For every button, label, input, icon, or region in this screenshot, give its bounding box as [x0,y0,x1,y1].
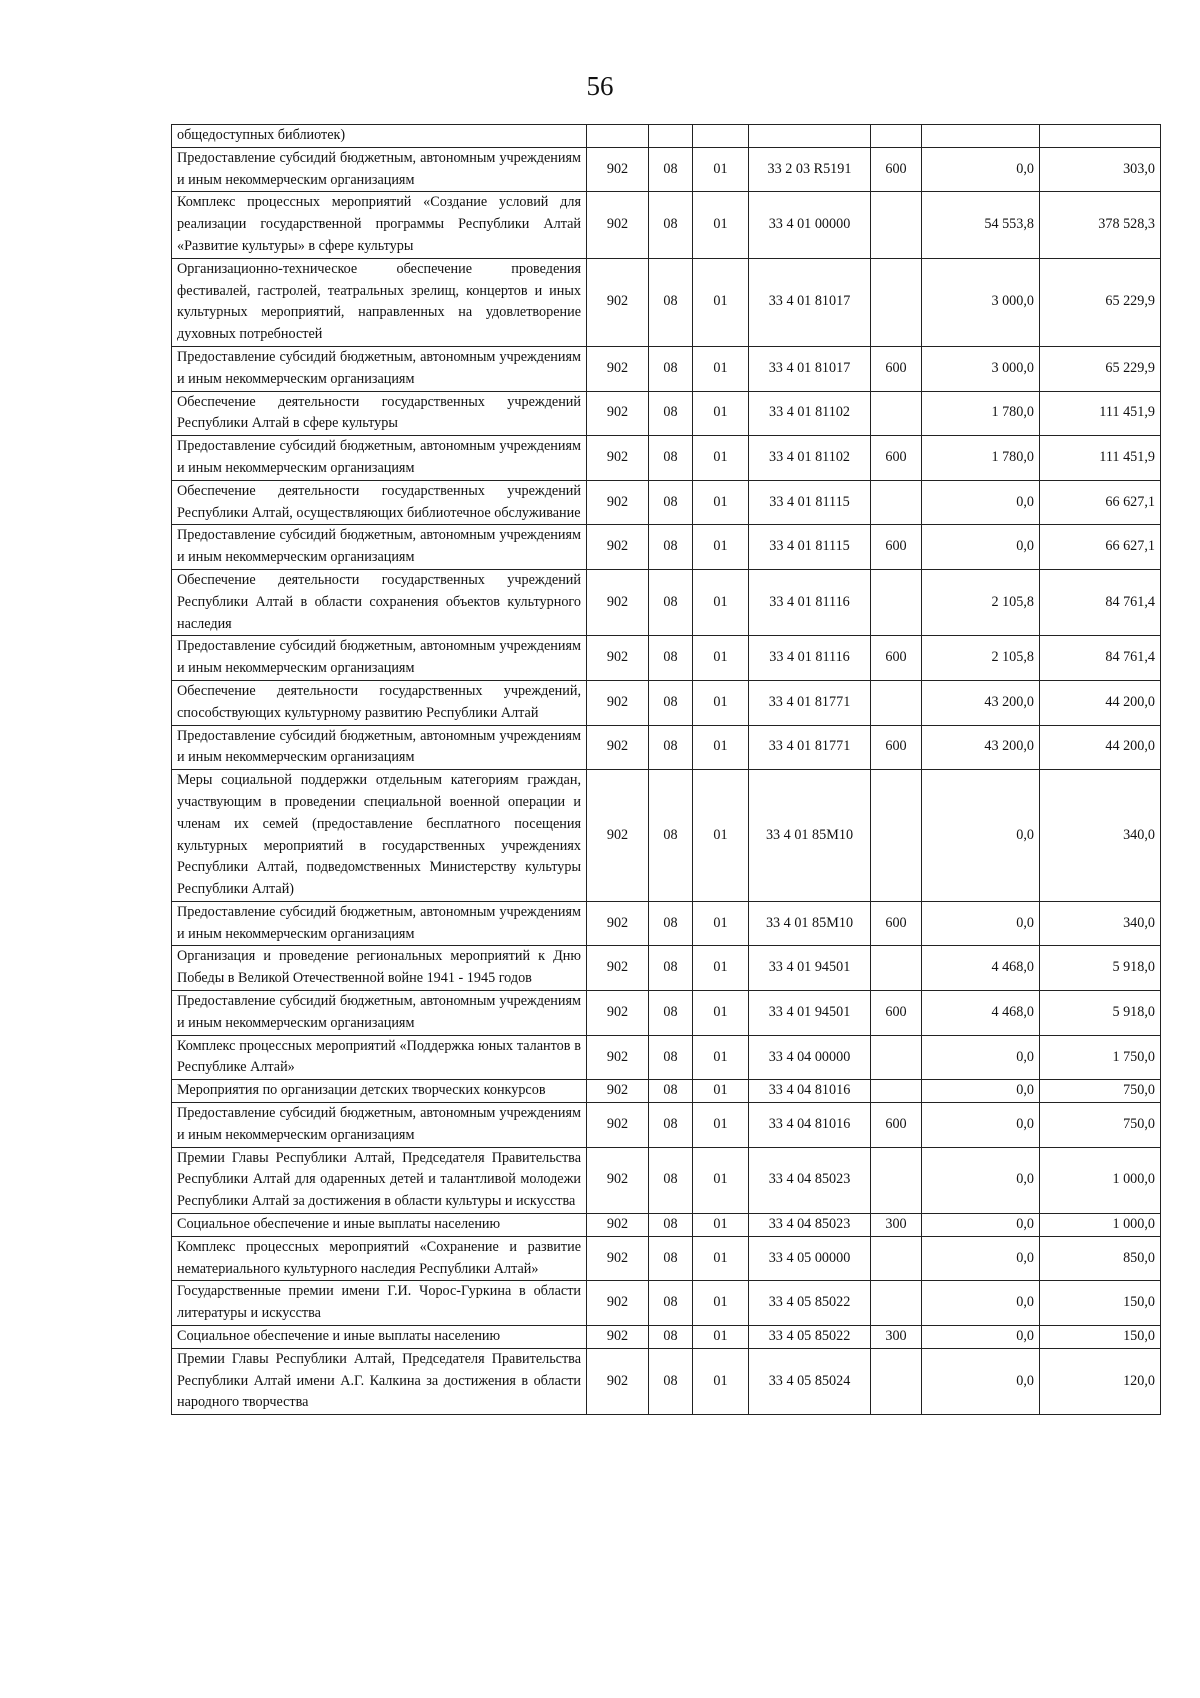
budget-table [171,124,1161,1415]
section-code: 08 [649,569,693,635]
expense-kind-code [871,125,922,148]
section-code: 08 [649,346,693,391]
target-article-code: 33 4 04 81016 [749,1103,871,1148]
table-row [172,770,1161,902]
admin-code: 902 [587,680,649,725]
row-name: Обеспечение деятельности государственных учреждений, способствующих культурному развитию Республики Алтай [172,680,587,725]
table-row [172,436,1161,481]
row-name: Предоставление субсидий бюджетным, автономным учреждениям и иным некоммерческим организациям [172,346,587,391]
amount-second: 150,0 [1040,1281,1161,1326]
amount-first: 3 000,0 [922,346,1040,391]
section-code: 08 [649,725,693,770]
subsection-code: 01 [693,525,749,570]
target-article-code: 33 4 01 81116 [749,636,871,681]
table-row [172,636,1161,681]
target-article-code: 33 4 01 81017 [749,346,871,391]
amount-second: 850,0 [1040,1236,1161,1281]
admin-code: 902 [587,1103,649,1148]
row-name: Предоставление субсидий бюджетным, автономным учреждениям и иным некоммерческим организациям [172,147,587,192]
target-article-code: 33 4 05 00000 [749,1236,871,1281]
amount-second: 378 528,3 [1040,192,1161,258]
subsection-code: 01 [693,725,749,770]
expense-kind-code [871,258,922,346]
amount-second: 66 627,1 [1040,525,1161,570]
amount-second: 5 918,0 [1040,946,1161,991]
expense-kind-code: 600 [871,346,922,391]
row-name: Обеспечение деятельности государственных учреждений Республики Алтай, осуществляющих библиотечное обслуживание [172,480,587,525]
page-number: 56 [586,71,614,101]
section-code: 08 [649,1236,693,1281]
section-code: 08 [649,258,693,346]
subsection-code: 01 [693,901,749,946]
amount-second: 111 451,9 [1040,391,1161,436]
section-code: 08 [649,946,693,991]
expense-kind-code [871,391,922,436]
amount-second: 84 761,4 [1040,569,1161,635]
subsection-code: 01 [693,258,749,346]
target-article-code: 33 4 01 94501 [749,946,871,991]
amount-first: 0,0 [922,147,1040,192]
table-row [172,680,1161,725]
table-row [172,1147,1161,1213]
section-code: 08 [649,1080,693,1103]
admin-code: 902 [587,725,649,770]
expense-kind-code [871,480,922,525]
row-name: Комплекс процессных мероприятий «Создание условий для реализации государственной программы Республики Алтай «Развитие культуры» в сфере культуры [172,192,587,258]
amount-first: 0,0 [922,1080,1040,1103]
expense-kind-code [871,1236,922,1281]
section-code: 08 [649,1348,693,1414]
expense-kind-code [871,1147,922,1213]
expense-kind-code [871,1080,922,1103]
amount-second: 1 000,0 [1040,1214,1161,1237]
amount-second: 340,0 [1040,901,1161,946]
row-name: Комплекс процессных мероприятий «Поддержка юных талантов в Республике Алтай» [172,1035,587,1080]
amount-second: 84 761,4 [1040,636,1161,681]
amount-first: 0,0 [922,1326,1040,1349]
amount-first: 4 468,0 [922,991,1040,1036]
amount-first: 0,0 [922,480,1040,525]
subsection-code: 01 [693,1236,749,1281]
section-code: 08 [649,1103,693,1148]
section-code: 08 [649,525,693,570]
admin-code: 902 [587,946,649,991]
expense-kind-code [871,192,922,258]
row-name: Предоставление субсидий бюджетным, автономным учреждениям и иным некоммерческим организациям [172,725,587,770]
amount-second: 120,0 [1040,1348,1161,1414]
row-name: Организация и проведение региональных мероприятий к Дню Победы в Великой Отечественной войне 1941 - 1945 годов [172,946,587,991]
row-name: Предоставление субсидий бюджетным, автономным учреждениям и иным некоммерческим организациям [172,1103,587,1148]
amount-second: 65 229,9 [1040,346,1161,391]
admin-code: 902 [587,1281,649,1326]
row-name: Комплекс процессных мероприятий «Сохранение и развитие нематериального культурного наследия Республики Алтай» [172,1236,587,1281]
expense-kind-code: 600 [871,636,922,681]
target-article-code: 33 4 01 85М10 [749,901,871,946]
amount-first: 2 105,8 [922,636,1040,681]
admin-code: 902 [587,1035,649,1080]
admin-code: 902 [587,1326,649,1349]
expense-kind-code: 600 [871,147,922,192]
table-row [172,1080,1161,1103]
amount-first: 4 468,0 [922,946,1040,991]
target-article-code: 33 4 04 85023 [749,1147,871,1213]
row-name: Государственные премии имени Г.И. Чорос-Гуркина в области литературы и искусства [172,1281,587,1326]
row-name: Предоставление субсидий бюджетным, автономным учреждениям и иным некоммерческим организациям [172,436,587,481]
row-name: Премии Главы Республики Алтай, Председателя Правительства Республики Алтай имени А.Г. Калкина за достижения в области народного творчества [172,1348,587,1414]
admin-code: 902 [587,1147,649,1213]
table-row [172,569,1161,635]
section-code: 08 [649,480,693,525]
amount-first: 3 000,0 [922,258,1040,346]
amount-first: 1 780,0 [922,391,1040,436]
row-name: Мероприятия по организации детских творческих конкурсов [172,1080,587,1103]
target-article-code: 33 4 05 85022 [749,1281,871,1326]
expense-kind-code: 600 [871,525,922,570]
amount-second: 65 229,9 [1040,258,1161,346]
admin-code: 902 [587,1348,649,1414]
row-name: Организационно-техническое обеспечение проведения фестивалей, гастролей, театральных зрелищ, концертов и иных культурных мероприятий, направленных на удовлетворение духовных потребностей [172,258,587,346]
subsection-code: 01 [693,147,749,192]
target-article-code: 33 4 01 85М10 [749,770,871,902]
amount-first: 43 200,0 [922,725,1040,770]
row-name: общедоступных библиотек) [172,125,587,148]
table-row [172,192,1161,258]
target-article-code: 33 4 05 85022 [749,1326,871,1349]
table-row [172,258,1161,346]
table-row [172,125,1161,148]
expense-kind-code [871,569,922,635]
expense-kind-code [871,1035,922,1080]
amount-second: 66 627,1 [1040,480,1161,525]
admin-code: 902 [587,636,649,681]
admin-code: 902 [587,147,649,192]
expense-kind-code: 600 [871,725,922,770]
amount-second: 1 750,0 [1040,1035,1161,1080]
target-article-code: 33 4 05 85024 [749,1348,871,1414]
amount-first: 0,0 [922,1236,1040,1281]
target-article-code: 33 2 03 R5191 [749,147,871,192]
subsection-code: 01 [693,391,749,436]
subsection-code: 01 [693,569,749,635]
section-code: 08 [649,1035,693,1080]
row-name: Предоставление субсидий бюджетным, автономным учреждениям и иным некоммерческим организациям [172,991,587,1036]
table-row [172,147,1161,192]
section-code: 08 [649,147,693,192]
target-article-code: 33 4 04 81016 [749,1080,871,1103]
target-article-code: 33 4 01 81017 [749,258,871,346]
amount-first: 0,0 [922,1103,1040,1148]
admin-code: 902 [587,258,649,346]
section-code: 08 [649,680,693,725]
target-article-code: 33 4 01 81771 [749,680,871,725]
row-name: Меры социальной поддержки отдельным категориям граждан, участвующим в проведении специальной военной операции и членам их семей (предоставление бесплатного посещения культурных мероприятий в государственных учреждениях Республики Алтай, подведомственных Министерству культуры Республики Алтай) [172,770,587,902]
admin-code: 902 [587,1214,649,1237]
expense-kind-code [871,770,922,902]
amount-second: 44 200,0 [1040,680,1161,725]
subsection-code: 01 [693,1080,749,1103]
table-row [172,1035,1161,1080]
table-row [172,901,1161,946]
section-code: 08 [649,991,693,1036]
table-row [172,1103,1161,1148]
amount-second: 750,0 [1040,1080,1161,1103]
amount-second: 111 451,9 [1040,436,1161,481]
table-row [172,1214,1161,1237]
target-article-code: 33 4 01 81116 [749,569,871,635]
amount-first: 0,0 [922,1348,1040,1414]
amount-first: 1 780,0 [922,436,1040,481]
amount-second: 1 000,0 [1040,1147,1161,1213]
subsection-code: 01 [693,1214,749,1237]
admin-code: 902 [587,192,649,258]
amount-second [1040,125,1161,148]
expense-kind-code [871,1281,922,1326]
table-row [172,1326,1161,1349]
amount-first: 54 553,8 [922,192,1040,258]
amount-second: 303,0 [1040,147,1161,192]
section-code: 08 [649,436,693,481]
subsection-code: 01 [693,1281,749,1326]
admin-code: 902 [587,1080,649,1103]
amount-second: 44 200,0 [1040,725,1161,770]
target-article-code: 33 4 01 81771 [749,725,871,770]
section-code: 08 [649,192,693,258]
subsection-code: 01 [693,770,749,902]
target-article-code: 33 4 01 94501 [749,991,871,1036]
expense-kind-code: 600 [871,991,922,1036]
subsection-code: 01 [693,1326,749,1349]
subsection-code [693,125,749,148]
table-row [172,991,1161,1036]
target-article-code: 33 4 01 81115 [749,525,871,570]
amount-first: 0,0 [922,525,1040,570]
subsection-code: 01 [693,480,749,525]
row-name: Обеспечение деятельности государственных учреждений Республики Алтай в области сохранения объектов культурного наследия [172,569,587,635]
table-row [172,1236,1161,1281]
section-code: 08 [649,901,693,946]
amount-first: 43 200,0 [922,680,1040,725]
target-article-code: 33 4 01 81115 [749,480,871,525]
admin-code: 902 [587,770,649,902]
subsection-code: 01 [693,946,749,991]
table-row [172,525,1161,570]
target-article-code: 33 4 04 00000 [749,1035,871,1080]
section-code: 08 [649,1326,693,1349]
subsection-code: 01 [693,636,749,681]
amount-first: 0,0 [922,1281,1040,1326]
table-row [172,946,1161,991]
section-code: 08 [649,770,693,902]
admin-code [587,125,649,148]
amount-first: 0,0 [922,770,1040,902]
table-row [172,1281,1161,1326]
expense-kind-code [871,1348,922,1414]
amount-first: 2 105,8 [922,569,1040,635]
admin-code: 902 [587,480,649,525]
expense-kind-code: 300 [871,1214,922,1237]
subsection-code: 01 [693,1103,749,1148]
admin-code: 902 [587,991,649,1036]
amount-first: 0,0 [922,1214,1040,1237]
section-code [649,125,693,148]
target-article-code [749,125,871,148]
amount-second: 750,0 [1040,1103,1161,1148]
section-code: 08 [649,1281,693,1326]
amount-second: 5 918,0 [1040,991,1161,1036]
admin-code: 902 [587,569,649,635]
table-row [172,725,1161,770]
target-article-code: 33 4 04 85023 [749,1214,871,1237]
row-name: Предоставление субсидий бюджетным, автономным учреждениям и иным некоммерческим организациям [172,525,587,570]
table-row [172,1348,1161,1414]
target-article-code: 33 4 01 00000 [749,192,871,258]
row-name: Предоставление субсидий бюджетным, автономным учреждениям и иным некоммерческим организациям [172,636,587,681]
row-name: Социальное обеспечение и иные выплаты населению [172,1214,587,1237]
expense-kind-code [871,680,922,725]
table-row [172,480,1161,525]
subsection-code: 01 [693,991,749,1036]
row-name: Обеспечение деятельности государственных учреждений Республики Алтай в сфере культуры [172,391,587,436]
subsection-code: 01 [693,436,749,481]
section-code: 08 [649,1147,693,1213]
admin-code: 902 [587,1236,649,1281]
expense-kind-code: 600 [871,436,922,481]
row-name: Предоставление субсидий бюджетным, автономным учреждениям и иным некоммерческим организациям [172,901,587,946]
admin-code: 902 [587,525,649,570]
subsection-code: 01 [693,1147,749,1213]
table-row [172,391,1161,436]
subsection-code: 01 [693,680,749,725]
subsection-code: 01 [693,1348,749,1414]
table-body [172,125,1161,1415]
amount-second: 340,0 [1040,770,1161,902]
target-article-code: 33 4 01 81102 [749,391,871,436]
amount-first: 0,0 [922,1147,1040,1213]
subsection-code: 01 [693,346,749,391]
admin-code: 902 [587,436,649,481]
row-name: Премии Главы Республики Алтай, Председателя Правительства Республики Алтай для одаренных детей и талантливой молодежи Республики Алтай за достижения в области культуры и искусства [172,1147,587,1213]
admin-code: 902 [587,901,649,946]
target-article-code: 33 4 01 81102 [749,436,871,481]
table-row [172,346,1161,391]
amount-first: 0,0 [922,901,1040,946]
expense-kind-code: 300 [871,1326,922,1349]
expense-kind-code [871,946,922,991]
amount-first: 0,0 [922,1035,1040,1080]
amount-first [922,125,1040,148]
expense-kind-code: 600 [871,1103,922,1148]
section-code: 08 [649,636,693,681]
section-code: 08 [649,1214,693,1237]
admin-code: 902 [587,391,649,436]
admin-code: 902 [587,346,649,391]
expense-kind-code: 600 [871,901,922,946]
subsection-code: 01 [693,192,749,258]
row-name: Социальное обеспечение и иные выплаты населению [172,1326,587,1349]
amount-second: 150,0 [1040,1326,1161,1349]
subsection-code: 01 [693,1035,749,1080]
section-code: 08 [649,391,693,436]
